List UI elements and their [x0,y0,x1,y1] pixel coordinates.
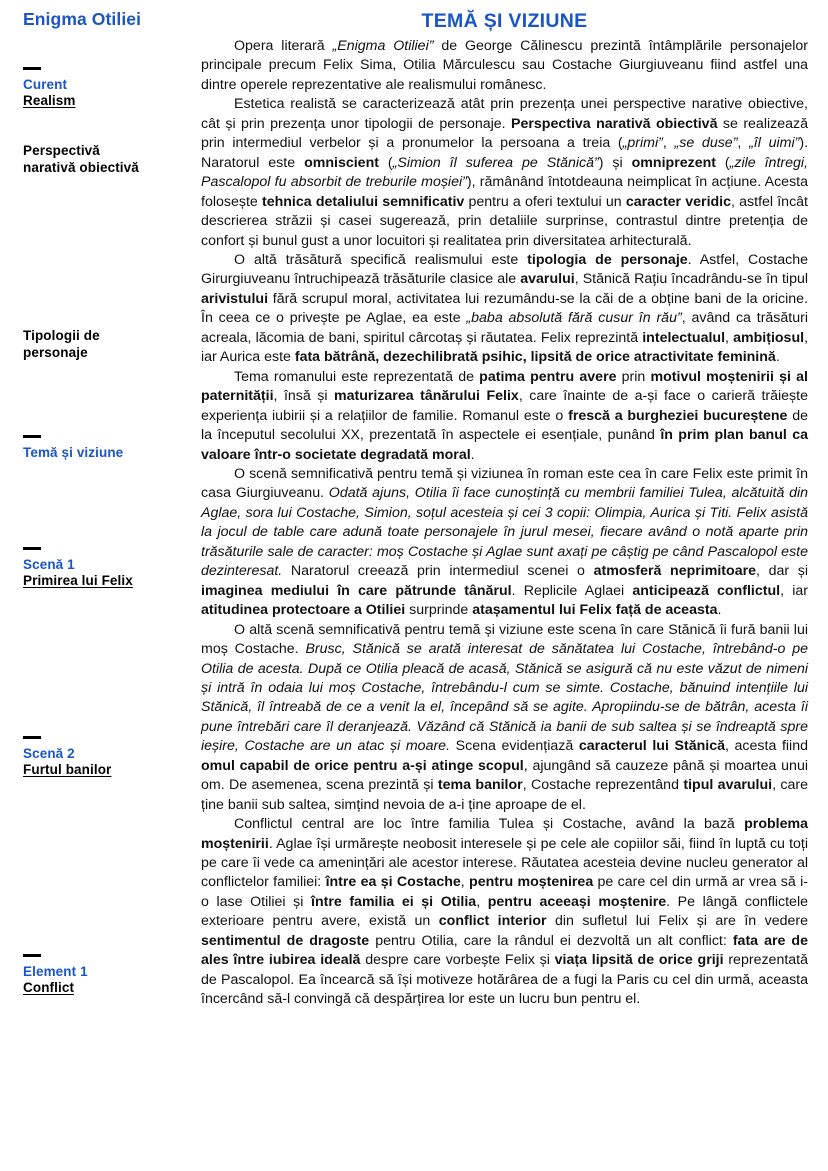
text-run: fără scrupul moral, activitatea lui rezumându-se la căi de a obține bani de la oricine. În ceea ce o privește pe Aglae, ea este [201,290,808,327]
emphasis-bold: tipul avarului [683,777,773,794]
emphasis-italic: Brusc, Stănică se arată interesat de sănătatea lui Costache, întrebând-o pe Otilia de acesta. După ce Otilia pleacă de acasă, Stănică se asigură că nu este văzut de nimeni și intră în odaia lui moș Costache, întrebându-l cum se simte. Costache, bănuind intențiile lui Stănică, îl întreabă de ce a venit la el, începând să se agite. Apropiindu-se de bătrân, acesta îi pune întrebări care îl deranjează. Văzând că Stănică ia banii de sub saltea și se îndreaptă spre ieșire, Costache are un atac și moare. [201,641,808,755]
text-run: , acesta fiind [724,738,808,755]
sidebar-entry-subtitle: Conflict [23,980,75,995]
text-run: ). Naratorul este [201,135,809,171]
sidebar-entry-label-line2: narativă obiectivă [23,160,139,175]
essay-body [201,37,808,1010]
text-run: Tema romanului este reprezentată de [234,368,480,385]
emphasis-bold: maturizarea tânărului Felix [333,388,519,405]
text-run: , [460,874,470,891]
emphasis-bold: omniprezent [631,154,716,171]
text-run: , având ca trăsături acreala, lăcomia de bani, spiritul cârcotaș și răutatea. Felix reprezintă [201,310,808,346]
dash-icon [23,67,41,70]
emphasis-bold: intelectualul [642,329,726,346]
emphasis-bold: frescă a burgheziei bucureștene [568,407,788,424]
text-run: , dar și [756,563,808,580]
text-run: de George Călinescu prezintă întâmplările personajelor principale precum Felix Sima, Otilia Mărculescu sau Costache Giurgiuveanu fiind astfel una dintre operele reprezentative ale realismului românesc. [201,38,808,93]
emphasis-italic: „Simion îl suferea pe Stănică” [392,154,599,171]
text-run: , ajungând să cauzeze până și moartea unui om. De asemenea, scena prezintă și [201,757,808,794]
text-run: pentru Otilia, care la rândul ei dezvoltă un alt conflict: [369,932,733,949]
paragraph-p4 [201,368,808,465]
emphasis-bold: atmosferă neprimitoare [593,563,756,580]
paragraph-p5 [201,465,808,621]
text-run: se realizează prin intermediul verbelor și a pronumelor la persoana a treia ( [201,115,808,152]
text-run: reprezentată de Pascalopol. Ea încearcă să își motiveze hotărârea de a fugi la Paris cu cel din urmă, aceasta încercând să-l convingă că despărțirea lor este un lucru bun pentru el. [201,952,808,1008]
paragraph-p1 [201,37,808,95]
emphasis-italic: „se duse” [674,135,738,152]
text-run: O scenă semnificativă pentru temă și viziunea în roman este cea în care Felix este primit în casa Giurgiuveanu. [201,465,808,502]
emphasis-bold: omniscient [304,154,379,171]
sidebar-entry-label-line1: Perspectivă [23,143,100,158]
emphasis-bold: ambițiosul [733,329,805,346]
sidebar-entry-kicker: Temă și viziune [23,445,124,460]
text-run: ( [715,154,730,171]
emphasis-bold: sentimentul de dragoste [201,932,370,949]
text-run: Conflictul central are loc între familia Tulea și Costache, având la bază [234,816,745,833]
text-run: Naratorul creează prin intermediul scenei o [282,563,594,580]
emphasis-bold: arivistului [201,290,269,307]
emphasis-bold: caracterul lui Stănică [578,738,725,755]
sidebar-entry-label-line2: personaje [23,345,88,360]
emphasis-bold: între ea și Costache [325,874,461,891]
sidebar-entry-1[interactable] [23,142,191,176]
emphasis-bold: pentru moștenirea [469,874,594,891]
emphasis-bold: motivul moștenirii și al paternității [201,368,808,405]
sidebar-entry-6[interactable] [23,954,191,996]
text-run: O altă trăsătură specifică realismului este [234,251,528,268]
emphasis-bold: tema banilor [437,777,523,794]
main-content [190,9,808,1010]
text-run: ) și [598,154,632,171]
text-run: Estetica realistă se caracterizează atât prin prezența unei perspective narative obiective, cât și prin prezența unor tipologii de personaje. [201,96,808,132]
text-run: din sufletul lui Felix și are în vedere [546,913,808,930]
text-run: , astfel încât descrierea străzii și casei sugerează, prin detaliile surprinse, contrastul dintre pretenția de confort și bunul gust a unor locuitori și realitatea prin diversitatea arhitecturală. [201,193,808,249]
emphasis-bold: patima pentru avere [479,368,617,385]
emphasis-bold: problema moștenirii [201,816,808,852]
text-run: . Aglae își urmărește neobosit interesele și pe cele ale copiilor săi, fiind în luptă cu toți pe care îi vede ca amenințări ale acestor interese. Răutatea acesteia devine nucleu generator al conflictelor familiei: [201,835,808,891]
emphasis-bold: fata are de ales între iubirea ideală [201,932,808,969]
emphasis-italic: „îl uimi” [749,135,800,152]
text-run: , care înainte de a-și face o carieră trăiește experiența iubirii și a relațiilor de familie. Romanul este o [201,388,808,424]
paragraph-p7 [201,815,808,1010]
text-run: , [725,329,734,346]
emphasis-bold: tehnica detaliului semnificativ [261,193,465,210]
text-run: . Pe lângă conflictele exterioare pentru avere, există un [201,893,808,930]
emphasis-bold: conflict interior [438,913,547,930]
sidebar-entry-5[interactable] [23,736,191,778]
text-run: pe care cel din urmă ar vrea să i-o lase Otiliei și [201,874,808,910]
text-run: Opera literară [234,38,333,54]
emphasis-bold: caracter veridic [625,193,732,210]
text-run: , [476,893,488,910]
text-run: ( [378,154,393,171]
sidebar-entry-3[interactable] [23,435,191,461]
text-run: , [662,135,675,152]
emphasis-bold: omul capabil de orice pentru a-și atinge scopul [201,757,524,774]
emphasis-italic: „zile întregi, Pascalopol fu absorbit de treburile moșiei” [201,154,808,191]
sidebar-entry-label-line1: Tipologii de [23,328,100,343]
emphasis-italic: „primi” [622,135,663,152]
emphasis-bold: atitudinea protectoare a Otiliei [201,602,406,619]
emphasis-bold: Perspectiva narativă obiectivă [511,115,718,132]
sidebar-entry-0[interactable] [23,67,191,109]
text-run: . Replicile Aglaei [511,582,633,599]
paragraph-p6 [201,621,808,816]
emphasis-bold: tipologia de personaje [527,251,688,268]
sidebar-entry-subtitle: Furtul banilor [23,762,112,777]
text-run: , însă și [273,388,334,405]
sidebar-entry-subtitle: Primirea lui Felix [23,573,133,588]
text-run: , iar [780,582,808,599]
text-run: . [775,349,780,366]
emphasis-bold: fata bătrână, dezechilibrată psihic, lipsită de orice atractivitate feminină [294,349,776,366]
dash-icon [23,954,41,957]
dash-icon [23,736,41,739]
text-run: prin [616,368,651,385]
text-run: pentru a oferi textului un [464,193,626,210]
text-run: surprinde [405,602,473,619]
text-run: Scena evidențiază [450,738,579,755]
emphasis-bold: anticipează conflictul [632,582,781,599]
sidebar-entry-kicker: Element 1 [23,964,88,979]
text-run: O altă scenă semnificativă pentru temă și viziune este scena în care Stănică îi fură banii lui moș Costache. [201,621,808,658]
emphasis-italic: Odată ajuns, Otilia îi face cunoștință cu membrii familiei Tulea, alcătuită din Aglae, sora lui Costache, Simion, soțul acesteia și cei 3 copii: Olimpia, Aurica și Titi. Felix asistă la jocul de table care adună toate personajele în jurul mesei, fiecare având o notă aparte prin trăsăturile sale de caracter: moș Costache și Aglae sunt axați pe câștig pe când Pascalopol este dezinteresat. [201,485,809,580]
sidebar-entry-kicker: Scenă 2 [23,746,75,761]
sidebar-entry-subtitle: Realism [23,93,76,108]
emphasis-bold: între familia ei și Otilia [311,893,477,910]
emphasis-bold: viața lipsită de orice griji [554,952,724,969]
emphasis-bold: în prim plan banul ca valoare într-o societate degradată moral [201,427,808,463]
text-run: , care ține banii sub saltea, simțind nevoia de a-i ține aproape de el. [201,777,809,813]
page-title: TEMĂ ȘI VIZIUNE [421,10,588,32]
sidebar [20,9,190,995]
text-run: de la începutul secolului XX, prezentată în aspectele ei esențiale, punând [201,407,808,444]
dash-icon [23,547,41,550]
emphasis-italic: „Enigma Otiliei” [332,38,434,54]
sidebar-document-title: Enigma Otiliei [23,9,142,29]
paragraph-p3 [201,251,808,368]
text-run: , Costache reprezentând [522,777,684,794]
sidebar-entry-kicker: Curent [23,77,68,92]
text-run: . Astfel, Costache Girurgiuveanu întruchipează trăsăturile clasice ale [201,251,808,288]
text-run: , iar Aurica este [201,329,809,366]
emphasis-bold: imaginea mediului în care pătrunde tânărul [201,582,512,599]
dash-icon [23,435,41,438]
sidebar-entry-kicker: Scenă 1 [23,557,75,572]
text-run: ), rămânând întotdeauna neimplicat în acțiune. Acesta folosește [201,174,808,210]
sidebar-entry-2[interactable] [23,327,191,361]
text-run: despre care vorbește Felix și [360,952,555,969]
emphasis-bold: pentru aceeași moștenire [487,893,667,910]
text-run: , Stănică Rațiu încadrându-se în tipul [574,271,808,288]
text-run: . [717,602,722,619]
emphasis-bold: atașamentul lui Felix față de aceasta [472,602,718,619]
emphasis-italic: „baba absolută fără cusur în rău” [466,310,682,327]
paragraph-p2 [201,95,808,251]
sidebar-entry-4[interactable] [23,547,191,589]
text-run: . [470,446,475,463]
text-run: , [737,135,750,152]
emphasis-bold: avarului [520,271,575,288]
